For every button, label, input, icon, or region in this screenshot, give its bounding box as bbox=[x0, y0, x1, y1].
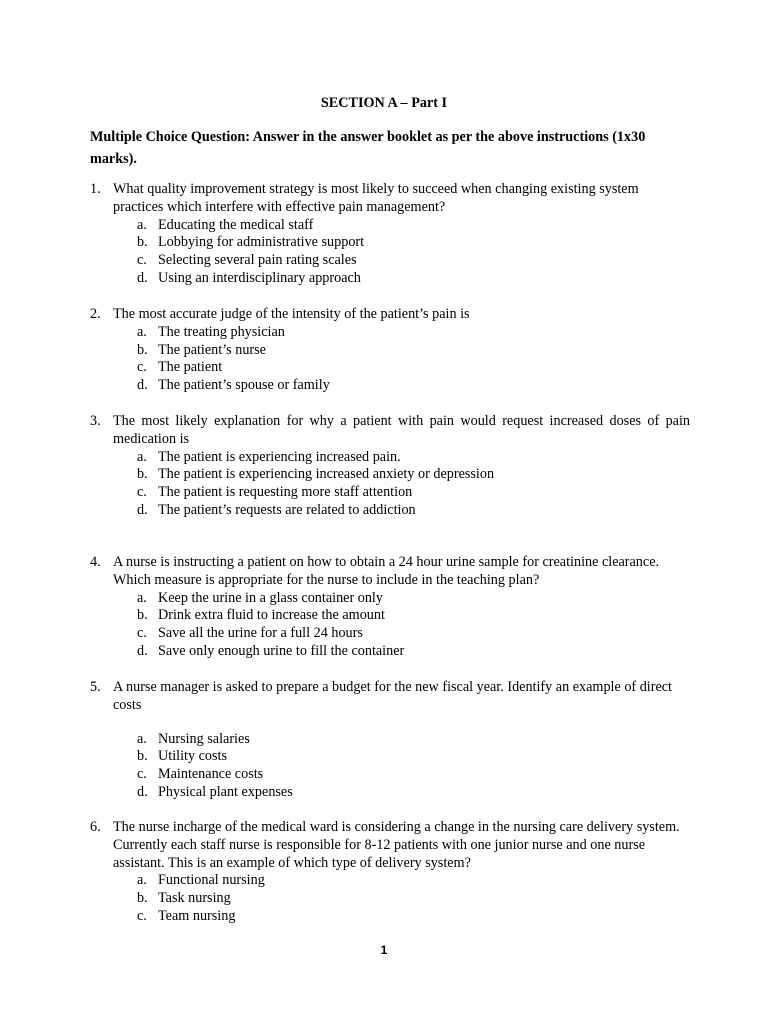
option-text: The patient’s spouse or family bbox=[158, 377, 330, 394]
option-letter: a. bbox=[137, 589, 147, 606]
option-text: The patient is requesting more staff attention bbox=[158, 484, 413, 501]
option-text: Save all the urine for a full 24 hours bbox=[158, 625, 363, 642]
option-text: The patient’s nurse bbox=[158, 341, 266, 358]
option-a bbox=[90, 590, 690, 608]
option-c bbox=[90, 766, 690, 784]
question-text: A nurse manager is asked to prepare a budget for the new fiscal year. Identify an example of direct costs bbox=[113, 679, 672, 713]
option-text: Selecting several pain rating scales bbox=[158, 252, 357, 269]
option-letter: c. bbox=[137, 484, 147, 501]
option-letter: b. bbox=[137, 890, 148, 907]
option-letter: b. bbox=[137, 748, 148, 765]
option-letter: d. bbox=[137, 377, 148, 394]
option-a bbox=[90, 324, 690, 342]
question-6 bbox=[90, 819, 690, 926]
option-letter: a. bbox=[137, 872, 147, 889]
option-letter: b. bbox=[137, 234, 148, 251]
option-text: Lobbying for administrative support bbox=[158, 234, 365, 251]
question-text: The most accurate judge of the intensity of the patient’s pain is bbox=[113, 306, 470, 322]
option-text: Physical plant expenses bbox=[158, 783, 293, 800]
option-text: Drink extra fluid to increase the amount bbox=[158, 607, 385, 624]
option-d bbox=[90, 377, 690, 395]
option-text: The patient is experiencing increased pain. bbox=[158, 448, 401, 465]
option-text: Nursing salaries bbox=[158, 730, 250, 747]
question-text: A nurse is instructing a patient on how to obtain a 24 hour urine sample for creatinine clearance. Which measure is appropriate for the nurse to include in the teaching plan? bbox=[113, 554, 660, 588]
option-b bbox=[90, 342, 690, 360]
question-1 bbox=[90, 181, 690, 288]
option-b bbox=[90, 234, 690, 252]
option-letter: d. bbox=[137, 269, 148, 286]
question-number: 4. bbox=[90, 554, 101, 570]
question-text: The nurse incharge of the medical ward is considering a change in the nursing care delivery system. Currently each staff nurse is responsible for 8-12 patients with one junior nurse and one nurse assistant. This is an example of which type of delivery system? bbox=[113, 819, 680, 871]
option-a bbox=[90, 731, 690, 749]
option-c bbox=[90, 625, 690, 643]
question-3 bbox=[90, 413, 690, 520]
option-letter: b. bbox=[137, 607, 148, 624]
option-text: The patient bbox=[158, 359, 223, 376]
option-letter: d. bbox=[137, 642, 148, 659]
option-letter: b. bbox=[137, 466, 148, 483]
option-letter: a. bbox=[137, 730, 147, 747]
option-letter: a. bbox=[137, 323, 147, 340]
option-text: Maintenance costs bbox=[158, 766, 264, 783]
question-4 bbox=[90, 554, 690, 661]
option-text: Team nursing bbox=[158, 907, 236, 924]
options-list bbox=[90, 590, 690, 661]
option-b bbox=[90, 748, 690, 766]
option-b bbox=[90, 607, 690, 625]
question-number: 1. bbox=[90, 181, 101, 197]
instructions: Multiple Choice Question: Answer in the answer booklet as per the above instructions (1x30 marks). bbox=[90, 129, 646, 167]
option-text: Task nursing bbox=[158, 890, 231, 907]
question-5 bbox=[90, 679, 690, 802]
option-letter: b. bbox=[137, 341, 148, 358]
option-b bbox=[90, 466, 690, 484]
question-number: 3. bbox=[90, 413, 101, 429]
option-d bbox=[90, 502, 690, 520]
question-number: 2. bbox=[90, 306, 101, 322]
option-letter: c. bbox=[137, 252, 147, 269]
option-a bbox=[90, 217, 690, 235]
option-a bbox=[90, 872, 690, 890]
option-c bbox=[90, 252, 690, 270]
options-list bbox=[90, 217, 690, 288]
option-c bbox=[90, 908, 690, 926]
question-text: The most likely explanation for why a patient with pain would request increased doses of pain medication is bbox=[113, 413, 690, 447]
option-letter: c. bbox=[137, 625, 147, 642]
option-c bbox=[90, 359, 690, 377]
section-title: SECTION A – Part I bbox=[320, 95, 448, 111]
option-letter: a. bbox=[137, 216, 147, 233]
option-text: Utility costs bbox=[158, 748, 227, 765]
option-text: Educating the medical staff bbox=[158, 216, 314, 233]
option-d bbox=[90, 270, 690, 288]
option-letter: c. bbox=[137, 359, 147, 376]
options-list bbox=[90, 731, 690, 802]
option-letter: a. bbox=[137, 448, 147, 465]
option-letter: d. bbox=[137, 783, 148, 800]
options-list bbox=[90, 872, 690, 925]
question-text: What quality improvement strategy is most likely to succeed when changing existing system practices which interfere with effective pain management? bbox=[113, 181, 639, 215]
option-text: Functional nursing bbox=[158, 872, 265, 889]
option-text: Using an interdisciplinary approach bbox=[158, 269, 361, 286]
option-d bbox=[90, 784, 690, 802]
options-list bbox=[90, 324, 690, 395]
page-number: 1 bbox=[380, 943, 388, 957]
option-b bbox=[90, 890, 690, 908]
option-letter: d. bbox=[137, 501, 148, 518]
option-text: The patient is experiencing increased anxiety or depression bbox=[158, 466, 495, 483]
options-list bbox=[90, 449, 690, 520]
question-number: 6. bbox=[90, 819, 101, 835]
option-text: The treating physician bbox=[158, 323, 285, 340]
option-a bbox=[90, 449, 690, 467]
option-text: Save only enough urine to fill the container bbox=[158, 642, 405, 659]
question-number: 5. bbox=[90, 679, 101, 695]
option-letter: c. bbox=[137, 766, 147, 783]
option-text: The patient’s requests are related to addiction bbox=[158, 501, 416, 518]
option-text: Keep the urine in a glass container only bbox=[158, 589, 383, 606]
option-c bbox=[90, 484, 690, 502]
option-letter: c. bbox=[137, 907, 147, 924]
option-d bbox=[90, 643, 690, 661]
question-2 bbox=[90, 306, 690, 395]
